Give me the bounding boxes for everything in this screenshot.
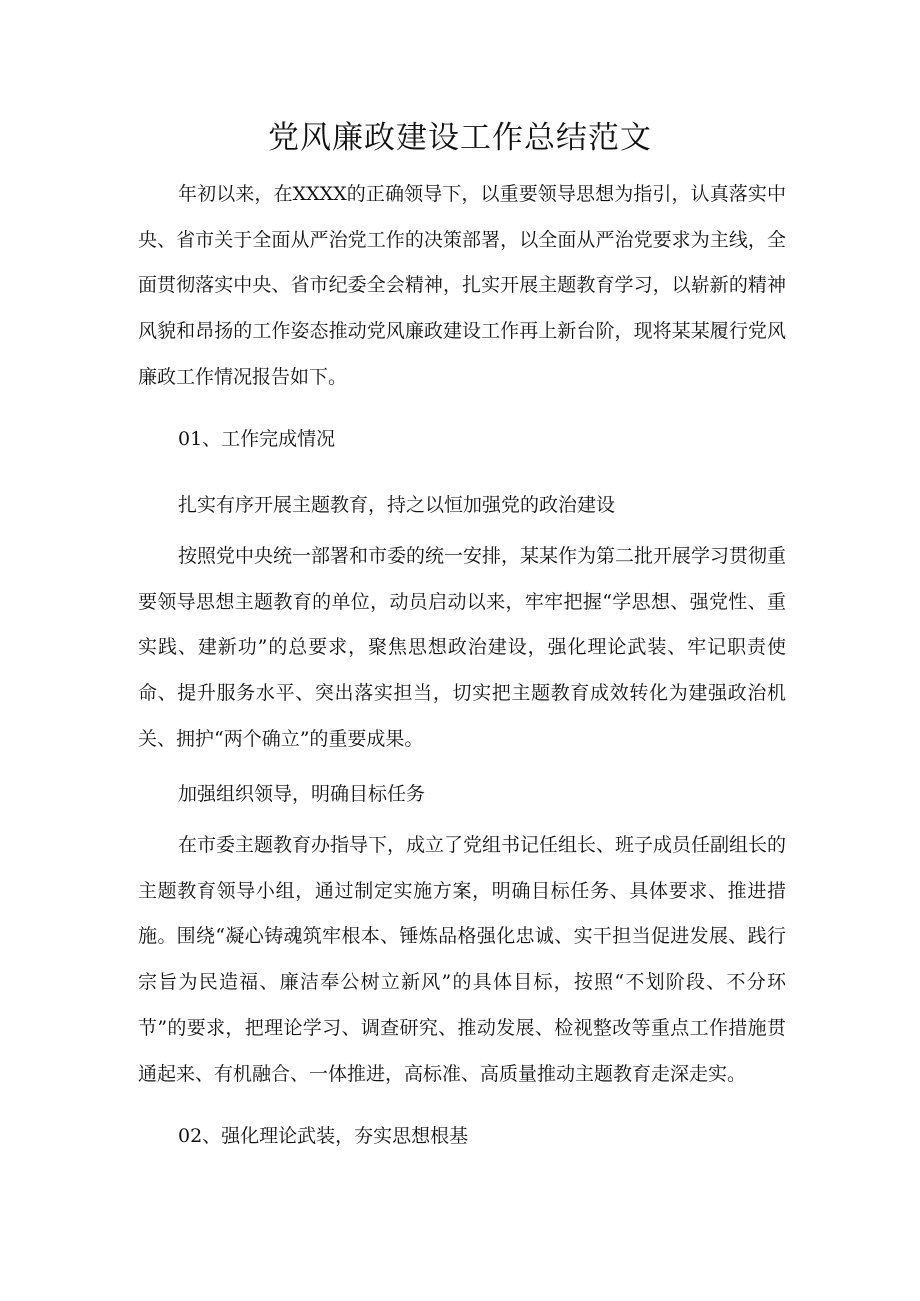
intro-paragraph: 年初以来，在XXXX的正确领导下，以重要领导思想为指引，认真落实中央、省市关于全面从严治党工作的决策部署，以全面从严治党要求为主线，全面贯彻落实中央、省市纪委全会精神，扎实开展主题教育学习，以崭新的精神风貌和昂扬的工作姿态推动党风廉政建设工作再上新台阶，现将某某履行党风廉政工作情况报告如下。: [138, 183, 786, 388]
body-paragraph-1: 按照党中央统一部署和市委的统一安排，某某作为第二批开展学习贯彻重要领导思想主题教育的单位，动员启动以来，牢牢把握“学思想、强党性、重实践、建新功”的总要求，聚焦思想政治建设，强化理论武装、牢记职责使命、提升服务水平、突出落实担当，切实把主题教育成效转化为建强政治机关、拥护“两个确立”的重要成果。: [138, 545, 787, 750]
section-heading-1: 01、工作完成情况: [178, 428, 336, 450]
document-title: 党风廉政建设工作总结范文: [268, 120, 652, 156]
body-paragraph-2: 在市委主题教育办指导下，成立了党组书记任组长、班子成员任副组长的主题教育领导小组，通过制定实施方案，明确目标任务、具体要求、推进措施。围绕“凝心铸魂筑牢根本、锤炼品格强化忠诚、实干担当促进发展、践行宗旨为民造福、廉洁奉公树立新风”的具体目标，按照“不划阶段、不分环节”的要求，把理论学习、调查研究、推动发展、检视整改等重点工作措施贯通起来、有机融合、一体推进，高标准、高质量推动主题教育走深走实。: [138, 834, 787, 1085]
subheading-2: 加强组织领导，明确目标任务: [178, 783, 426, 805]
subheading-1: 扎实有序开展主题教育，持之以恒加强党的政治建设: [178, 494, 616, 516]
section-heading-2: 02、强化理论武装，夯实思想根基: [178, 1125, 469, 1147]
